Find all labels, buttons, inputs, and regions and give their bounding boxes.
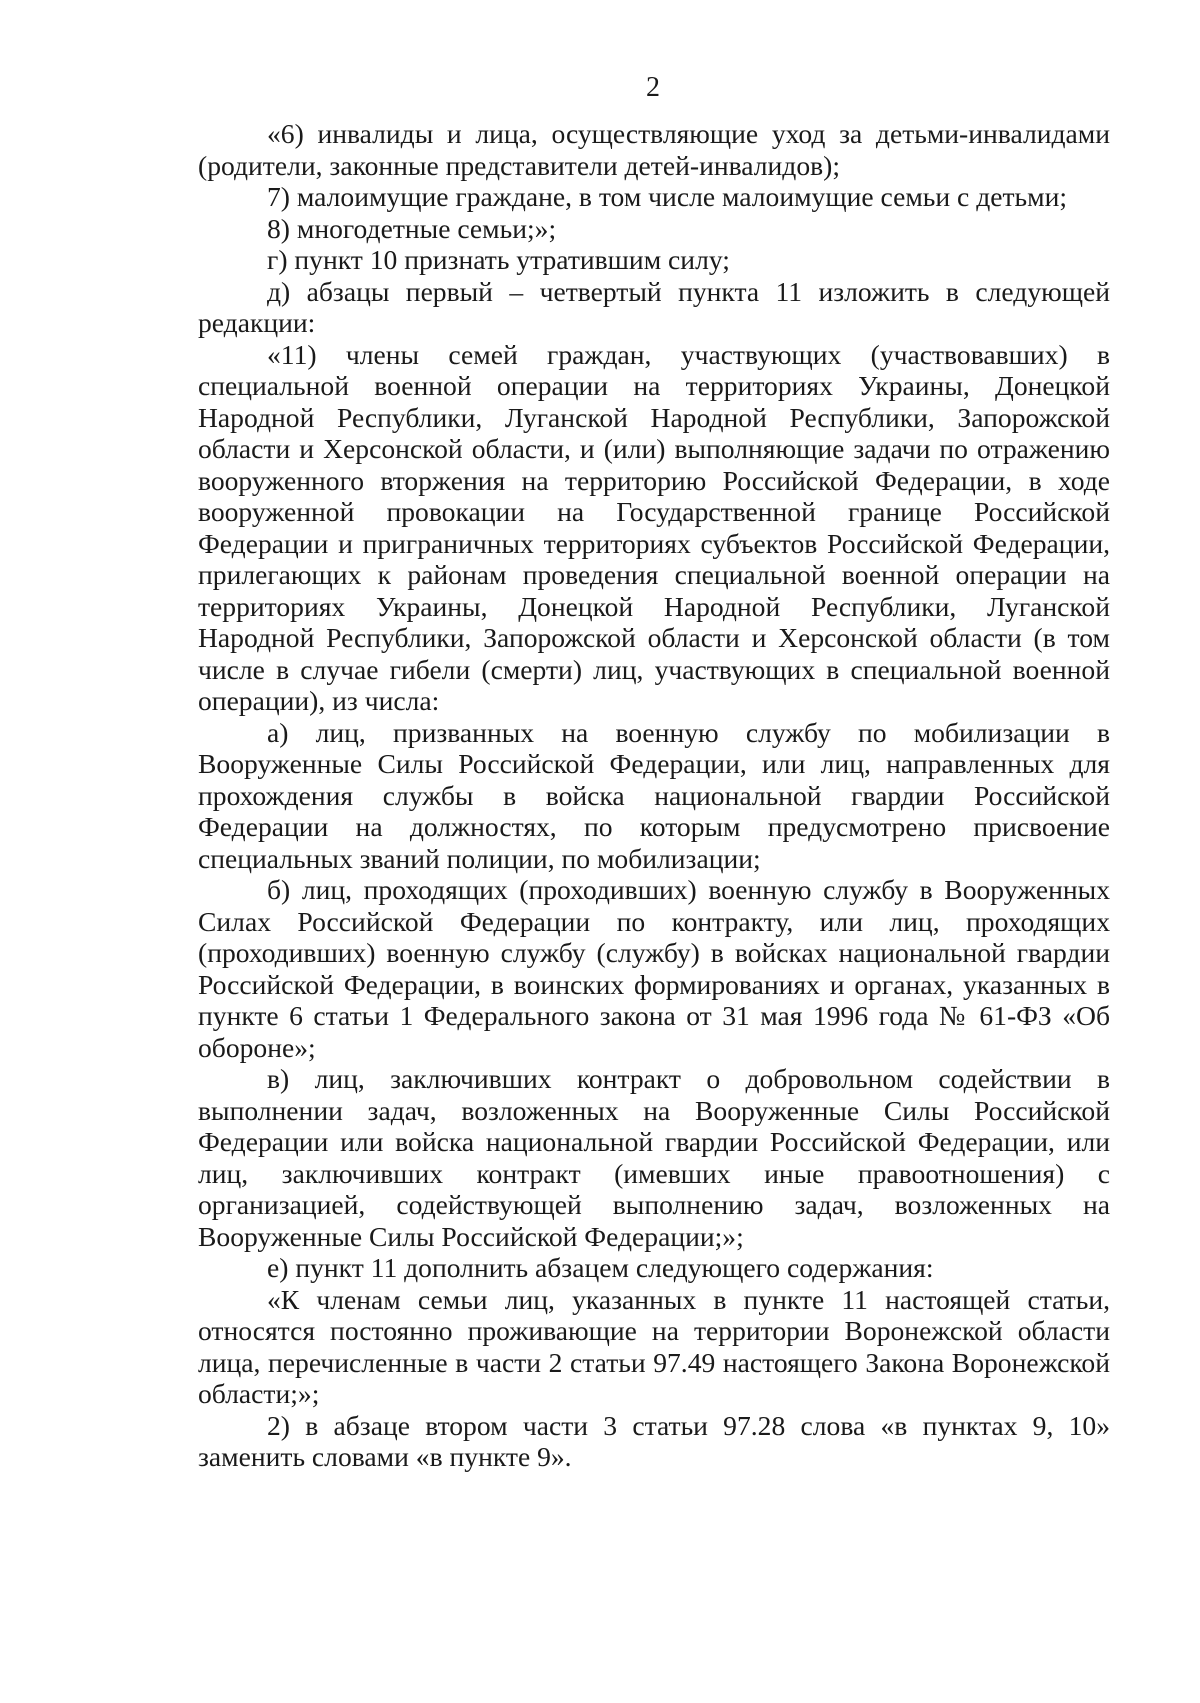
paragraph-subitem-a: а) лиц, призванных на военную службу по мобилизации в Вооруженные Силы Российской Федерации, или лиц, направленных для прохождения службы в войска национальной гвардии Российской Федерации на должностях, по которым предусмотрено присвоение специальных званий полиции, по мобилизации; (198, 716, 1110, 874)
paragraph-item-6-disabled: «6) инвалиды и лица, осуществляющие уход за детьми-инвалидами (родители, законные представители детей-инвалидов); (198, 118, 1110, 181)
paragraph-family-members-definition: «К членам семьи лиц, указанных в пункте 11 настоящей статьи, относятся постоянно проживающие на территории Воронежской области лица, перечисленные в части 2 статьи 97.49 настоящего Закона Воронежской области;»; (198, 1283, 1110, 1409)
paragraph-d-amend-item-11: д) абзацы первый – четвертый пункта 11 изложить в следующей редакции: (198, 275, 1110, 338)
paragraph-g-repeal-item-10: г) пункт 10 признать утратившим силу; (267, 244, 730, 275)
paragraph-subitem-b: б) лиц, проходящих (проходивших) военную службу в Вооруженных Силах Российской Федерации по контракту, или лиц, проходящих (проходивших) военную службу (службу) в войсках национальной гвардии Российской Федерации, в воинских формированиях и органах, указанных в пункте 6 статьи 1 Федерального закона от 31 мая 1996 года № 61-ФЗ «Об обороне»; (198, 874, 1110, 1063)
paragraph-2-article-97-28: 2) в абзаце втором части 3 статьи 97.28 слова «в пунктах 9, 10» заменить словами «в пункте 9». (198, 1409, 1110, 1472)
page-number: 2 (646, 72, 660, 103)
paragraph-subitem-v: в) лиц, заключивших контракт о добровольном содействии в выполнении задач, возложенных на Вооруженные Силы Российской Федерации или войска национальной гвардии Российской Федерации, или лиц, заключивших контракт (имевших иные правоотношения) с организацией, содействующей выполнению задач, возложенных на Вооруженные Силы Российской Федерации;»; (198, 1063, 1110, 1252)
paragraph-item-8-large-families: 8) многодетные семьи;»; (267, 212, 557, 244)
paragraph-item-11-family-members: «11) члены семей граждан, участвующих (участвовавших) в специальной военной операции на территориях Украины, Донецкой Народной Республики, Луганской Народной Республики, Запорожской области и Херсонской области, и (или) выполняющие задачи по отражению вооруженного вторжения на территорию Российской Федерации, в ходе вооруженной провокации на Государственной границе Российской Федерации и приграничных территориях субъектов Российской Федерации, прилегающих к районам проведения специальной военной операции на территориях Украины, Донецкой Народной Республики, Луганской Народной Республики, Запорожской области и Херсонской области (в том числе в случае гибели (смерти) лиц, участвующих в специальной военной операции), из числа: (198, 338, 1110, 716)
paragraph-item-7-low-income: 7) малоимущие граждане, в том числе малоимущие семьи с детьми; (267, 181, 1068, 212)
document-body (198, 118, 1110, 1473)
paragraph-e-supplement-item-11: е) пункт 11 дополнить абзацем следующего содержания: (267, 1252, 934, 1283)
